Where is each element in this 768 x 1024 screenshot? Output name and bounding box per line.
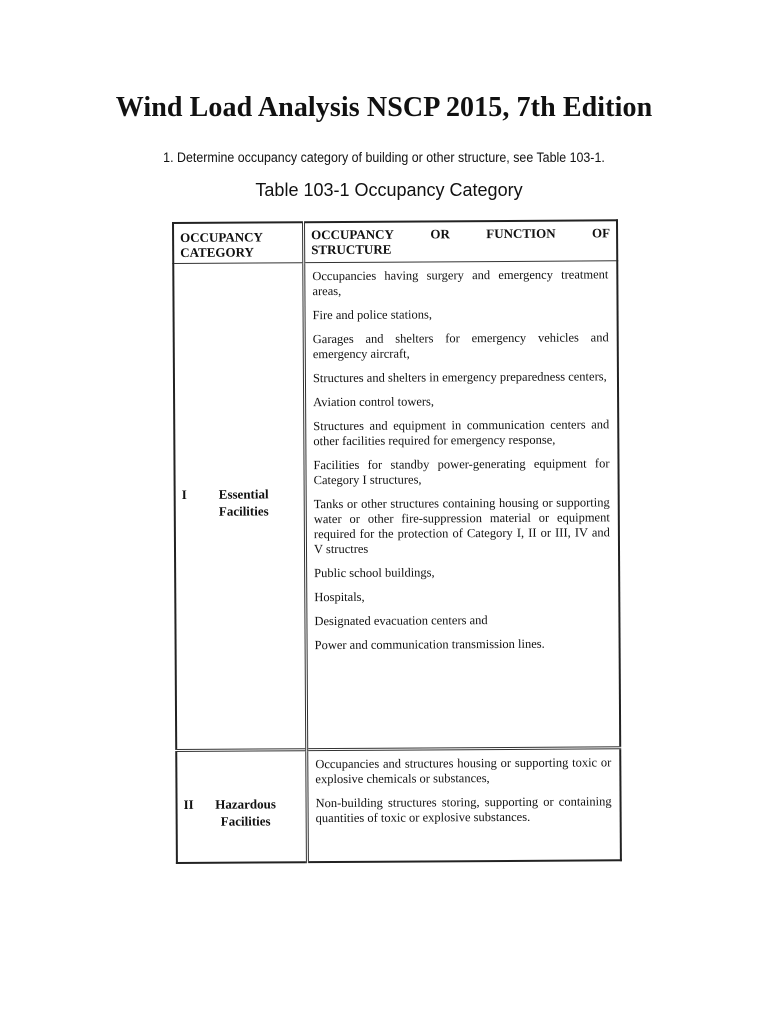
- category-label: [184, 795, 294, 830]
- occupancy-table: [172, 219, 622, 864]
- header-word: OF: [591, 225, 611, 241]
- function-cell: [304, 261, 620, 750]
- function-item: Aviation control towers,: [313, 394, 435, 410]
- function-item: Facilities for standby power-generating equipment for Category I structures,: [313, 456, 610, 488]
- category-name: Essential Facilities: [218, 486, 269, 519]
- function-item: Occupancies having surgery and emergency treatment areas,: [312, 267, 609, 299]
- category-cell: [176, 750, 307, 863]
- function-item: Designated evacuation centers and: [314, 613, 488, 629]
- intro-paragraph: 1. Determine occupancy category of building or other structure, see Table 103-1.: [163, 150, 605, 165]
- header-occupancy-function: [304, 220, 618, 262]
- header-word: FUNCTION: [486, 225, 556, 242]
- header-word: OR: [430, 226, 450, 242]
- function-item: Occupancies and structures housing or supporting toxic or explosive chemicals or substances,: [315, 755, 612, 787]
- header-occupancy-category: OCCUPANCY CATEGORY: [173, 222, 304, 263]
- function-item: Structures and shelters in emergency preparedness centers,: [312, 369, 607, 386]
- category-cell: [173, 263, 306, 751]
- category-number: II: [183, 796, 194, 812]
- category-name: Hazardous Facilities: [215, 796, 276, 829]
- page-title: Wind Load Analysis NSCP 2015, 7th Edition: [115, 92, 653, 123]
- function-cell: [307, 748, 621, 862]
- function-item: Hospitals,: [314, 589, 365, 605]
- header-word: STRUCTURE: [311, 241, 392, 258]
- category-number: I: [181, 486, 187, 502]
- category-label: [182, 485, 292, 520]
- table-row-category-1: [173, 261, 620, 751]
- function-item: Fire and police stations,: [312, 307, 433, 323]
- function-item: Tanks or other structures containing housing or supporting water or other fire-suppression material or equipment required for the protection of Category I, II or III, IV and V structres: [313, 495, 610, 557]
- table-row-category-2: [176, 748, 621, 863]
- function-item: Power and communication transmission lines.: [314, 636, 545, 653]
- table-caption: Table 103-1 Occupancy Category: [255, 180, 523, 200]
- table-header-row: [173, 220, 617, 263]
- function-item: Public school buildings,: [314, 565, 435, 581]
- function-item: Non-building structures storing, supporting or containing quantities of toxic or explosive substances.: [315, 794, 612, 826]
- function-item: Garages and shelters for emergency vehicles and emergency aircraft,: [312, 330, 609, 362]
- header-word: OCCUPANCY: [311, 226, 394, 243]
- function-item: Structures and equipment in communication centers and other facilities required for emergency response,: [313, 417, 610, 449]
